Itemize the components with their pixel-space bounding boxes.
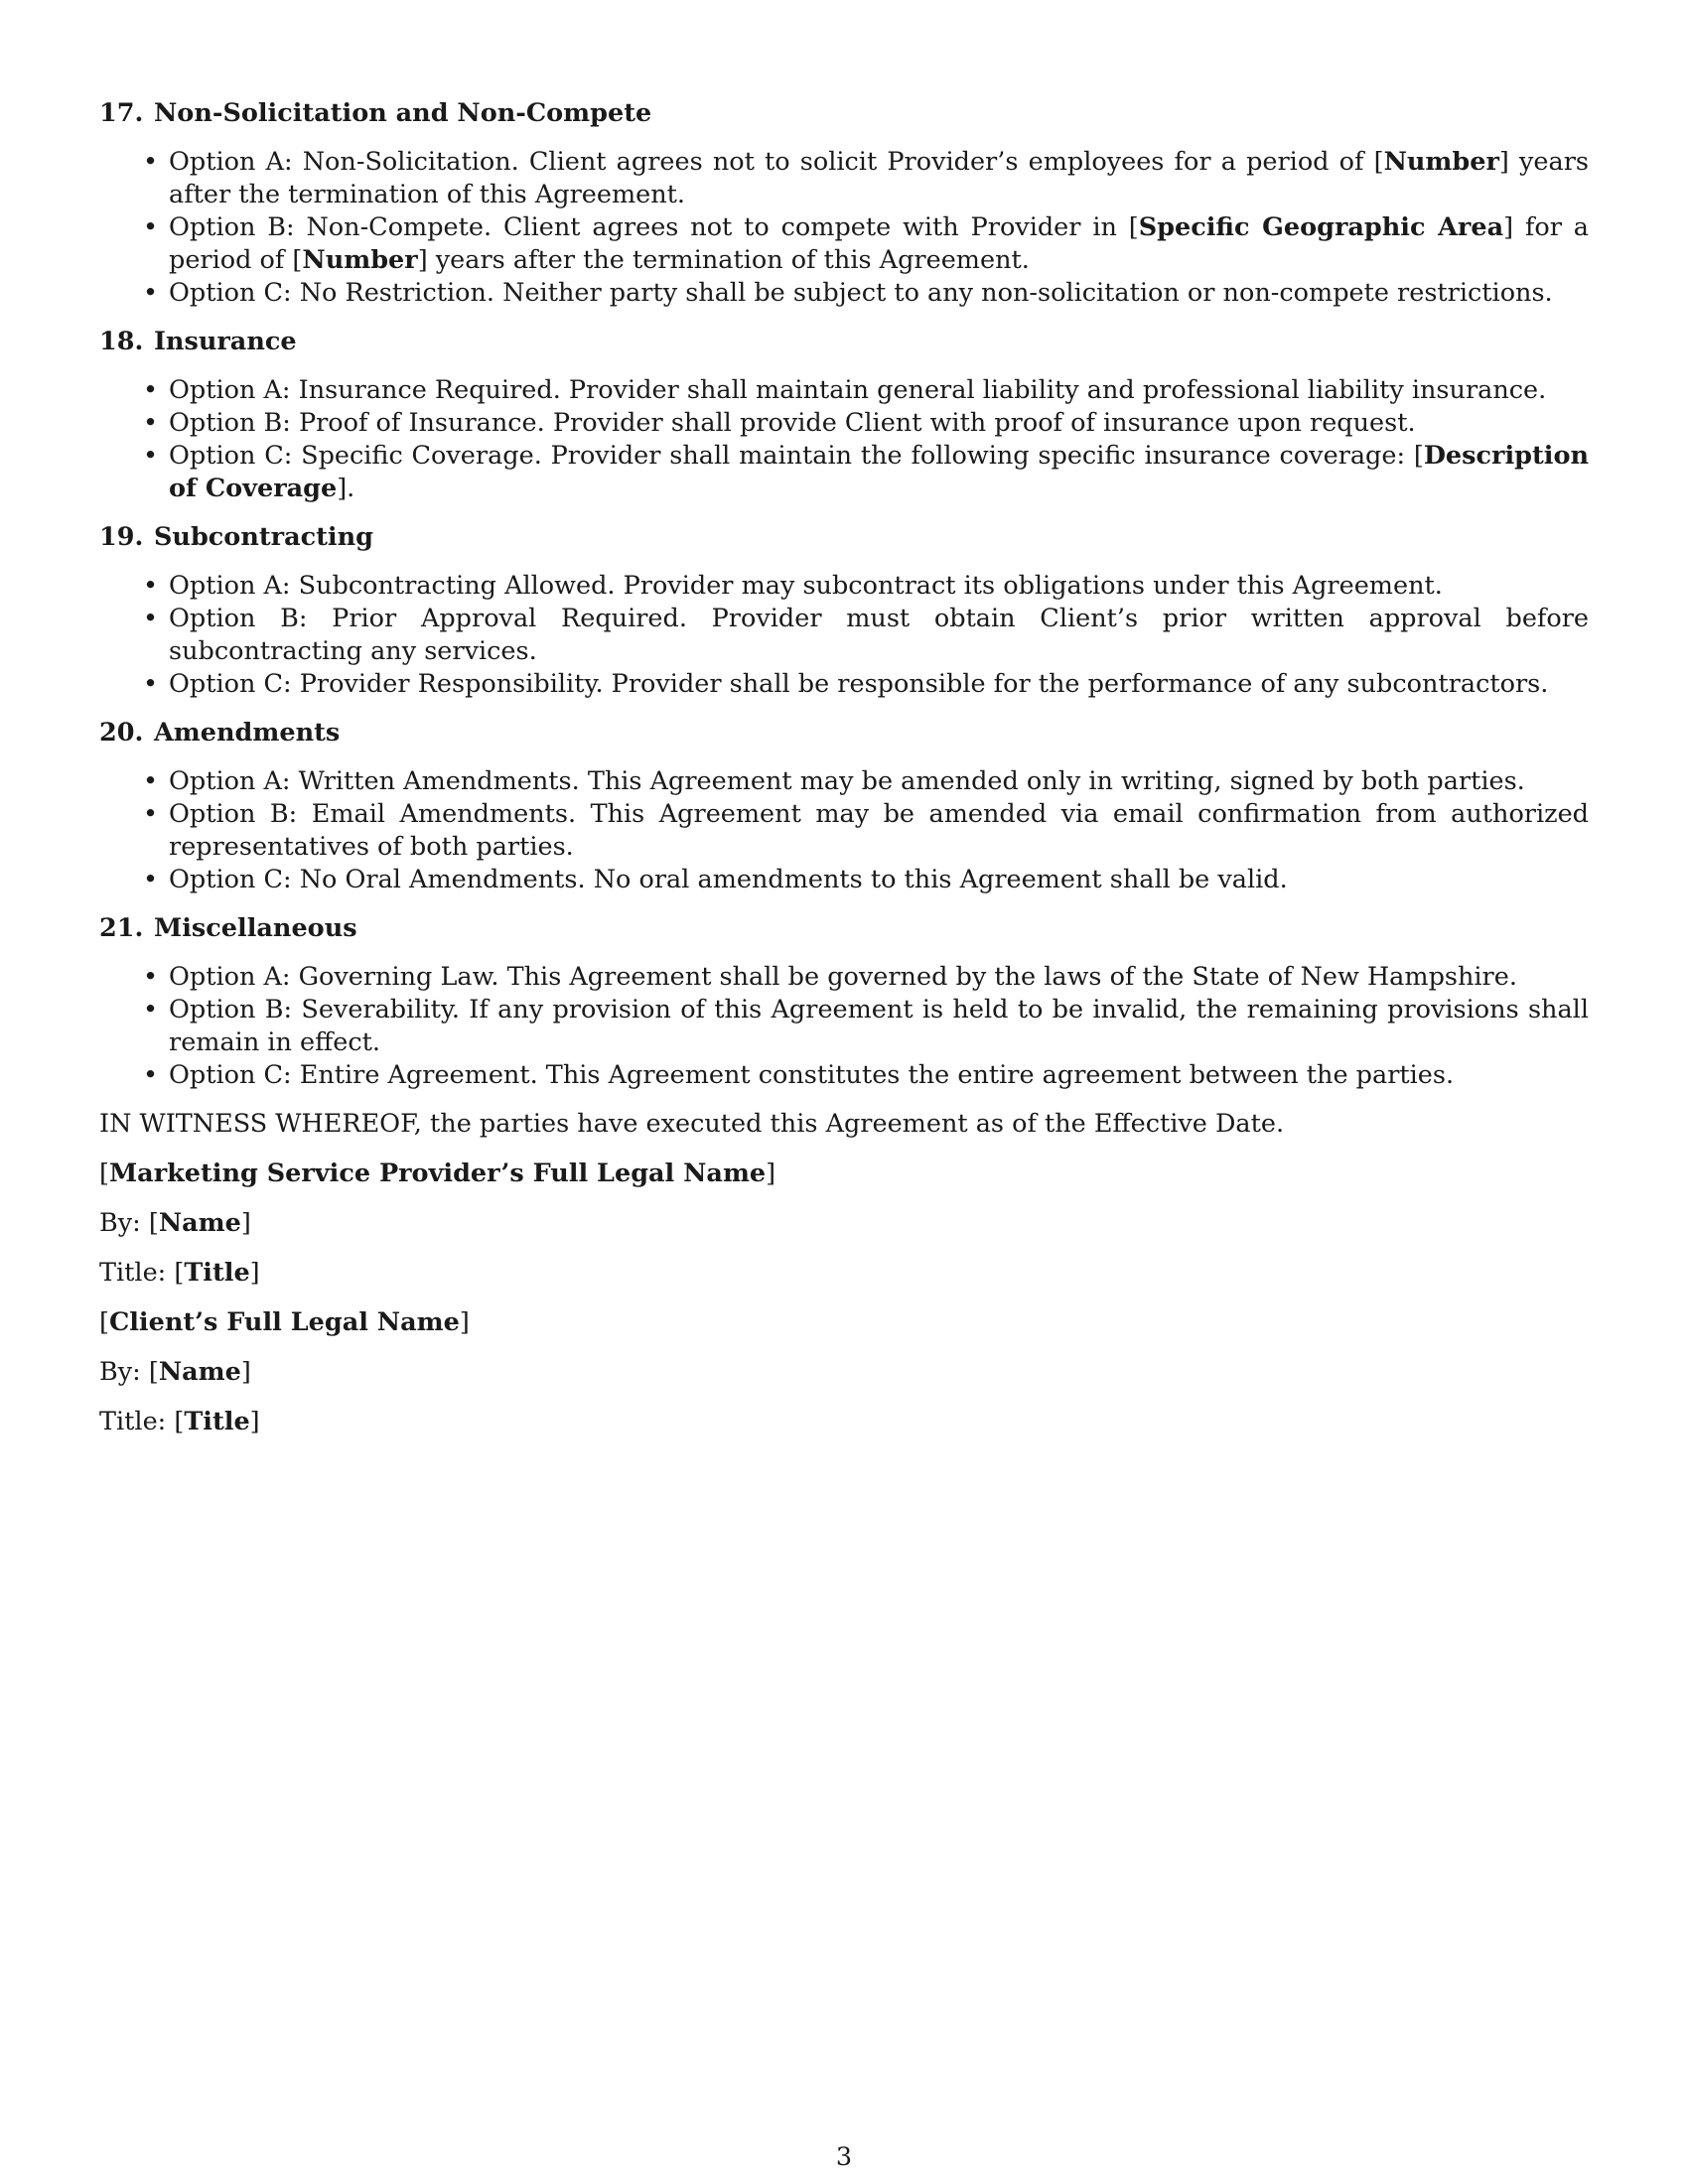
- option-text: Option C: Provider Responsibility. Provider shall be responsible for the performance of any subcontractors.: [169, 669, 1549, 699]
- section-title: Amendments: [154, 718, 341, 748]
- witness-clause: IN WITNESS WHEREOF, the parties have executed this Agreement as of the Effective Date.: [99, 1109, 1285, 1139]
- option-list: [99, 765, 1589, 896]
- by-label: By:: [99, 1357, 141, 1387]
- option-text: ] years after the termination of this Agreement.: [169, 147, 1589, 209]
- option-text: Option C: No Oral Amendments. No oral amendments to this Agreement shall be valid.: [169, 865, 1288, 894]
- placeholder-field: Description of Coverage: [169, 441, 1589, 503]
- placeholder-field: Number: [1383, 147, 1499, 177]
- section-title: Insurance: [154, 327, 297, 356]
- section-number: 18.: [99, 327, 144, 356]
- option-text: Option C: No Restriction. Neither party shall be subject to any non-solicitation or non-compete restrictions.: [169, 278, 1553, 308]
- option-item: [169, 1059, 1589, 1092]
- option-item: [169, 994, 1589, 1059]
- section-heading: [99, 521, 1589, 554]
- section-title: Miscellaneous: [154, 913, 357, 943]
- client-legal-name: [Client’s Full Legal Name]: [99, 1307, 470, 1337]
- placeholder-field: Specific Geographic Area: [1138, 212, 1504, 242]
- section-number: 20.: [99, 718, 144, 748]
- section-number: 17.: [99, 98, 144, 128]
- placeholder-field: Marketing Service Provider’s Full Legal Name: [108, 1159, 767, 1188]
- section-number: 21.: [99, 913, 144, 943]
- document-page: [99, 97, 1589, 1455]
- option-item: [169, 374, 1589, 407]
- option-list: [99, 570, 1589, 701]
- signature-block-provider: [99, 1158, 1589, 1290]
- option-text: ].: [337, 474, 355, 503]
- option-item: [169, 570, 1589, 603]
- option-text: Option B: Non-Compete. Client agrees not to compete with Provider in [: [169, 212, 1139, 242]
- title-label: Title:: [99, 1407, 167, 1436]
- option-text: Option A: Governing Law. This Agreement shall be governed by the laws of the State of New Hampshire.: [169, 962, 1517, 992]
- option-text: Option B: Severability. If any provision of this Agreement is held to be invalid, the remaining provisions shall remain in effect.: [169, 995, 1589, 1057]
- section-17: [99, 97, 1589, 310]
- section-21: [99, 912, 1589, 1092]
- client-title-line: Title: [Title]: [99, 1407, 260, 1436]
- option-list: [99, 146, 1589, 310]
- option-text: ] for a period of [: [169, 212, 1589, 275]
- provider-title-line: Title: [Title]: [99, 1258, 260, 1288]
- section-heading: [99, 912, 1589, 945]
- page-number: 3: [835, 2142, 853, 2172]
- signature-block-client: [99, 1306, 1589, 1438]
- option-text: Option C: Specific Coverage. Provider shall maintain the following specific insurance coverage: [: [169, 441, 1424, 471]
- placeholder-field: Client’s Full Legal Name: [108, 1307, 460, 1337]
- option-list: [99, 374, 1589, 505]
- option-text: Option B: Prior Approval Required. Provider must obtain Client’s prior written approval before subcontracting any services.: [169, 604, 1589, 666]
- option-text: ] years after the termination of this Agreement.: [417, 245, 1030, 275]
- placeholder-field: Number: [302, 245, 418, 275]
- section-title: Non-Solicitation and Non-Compete: [154, 98, 652, 128]
- option-item: [169, 603, 1589, 668]
- provider-by-line: By: [Name]: [99, 1208, 251, 1238]
- placeholder-field: Name: [158, 1208, 241, 1238]
- section-title: Subcontracting: [154, 522, 373, 552]
- placeholder-field: Title: [184, 1258, 250, 1288]
- section-heading: [99, 717, 1589, 750]
- provider-legal-name: [Marketing Service Provider’s Full Legal Name]: [99, 1159, 776, 1188]
- section-20: [99, 717, 1589, 896]
- option-text: Option A: Written Amendments. This Agreement may be amended only in writing, signed by both parties.: [169, 766, 1525, 796]
- title-label: Title:: [99, 1258, 167, 1288]
- option-item: [169, 277, 1589, 310]
- section-heading: [99, 326, 1589, 358]
- client-by-line: By: [Name]: [99, 1357, 251, 1387]
- option-text: Option A: Insurance Required. Provider shall maintain general liability and professional liability insurance.: [169, 375, 1547, 405]
- option-item: [169, 864, 1589, 896]
- option-text: Option B: Email Amendments. This Agreement may be amended via email confirmation from authorized representatives of both parties.: [169, 799, 1589, 862]
- option-text: Option A: Subcontracting Allowed. Provider may subcontract its obligations under this Agreement.: [169, 571, 1443, 601]
- option-item: [169, 798, 1589, 864]
- option-item: [169, 668, 1589, 701]
- placeholder-field: Title: [184, 1407, 250, 1436]
- option-text: Option C: Entire Agreement. This Agreement constitutes the entire agreement between the parties.: [169, 1060, 1455, 1090]
- section-19: [99, 521, 1589, 701]
- by-label: By:: [99, 1208, 141, 1238]
- option-item: [169, 211, 1589, 277]
- option-list: [99, 961, 1589, 1092]
- section-heading: [99, 97, 1589, 130]
- section-number: 19.: [99, 522, 144, 552]
- section-18: [99, 326, 1589, 505]
- option-text: Option B: Proof of Insurance. Provider shall provide Client with proof of insurance upon request.: [169, 408, 1416, 438]
- option-item: [169, 407, 1589, 440]
- option-item: [169, 146, 1589, 211]
- option-item: [169, 961, 1589, 994]
- option-item: [169, 440, 1589, 505]
- option-text: Option A: Non-Solicitation. Client agrees not to solicit Provider’s employees for a period of [: [169, 147, 1384, 177]
- option-item: [169, 765, 1589, 798]
- placeholder-field: Name: [158, 1357, 241, 1387]
